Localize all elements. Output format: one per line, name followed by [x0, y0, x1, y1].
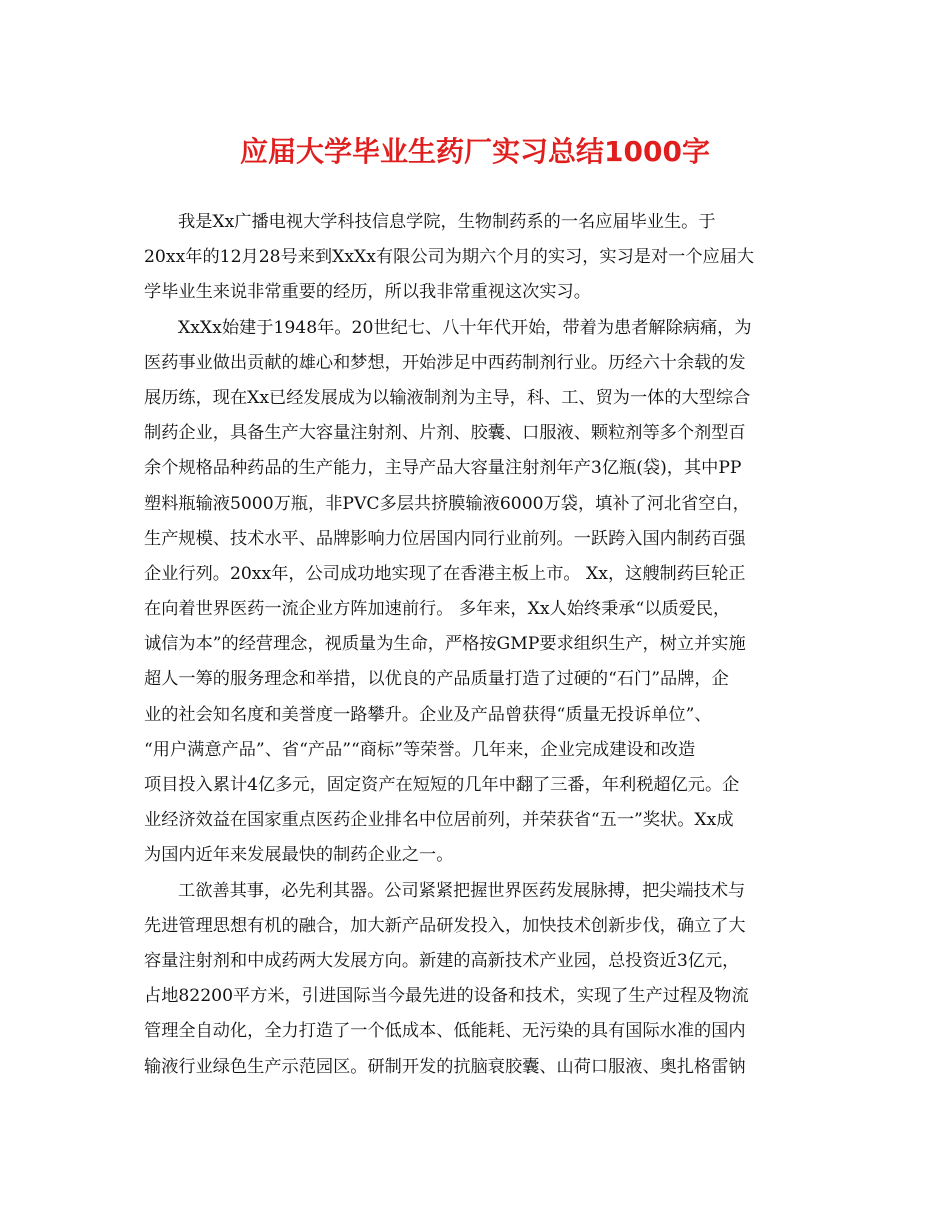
paragraph-2-line-8: 企业行列。20xx年，公司成功地实现了在香港主板上市。 Xx，这艘制药巨轮正 [144, 563, 746, 584]
paragraph-2-line-5: 余个规格品种药品的生产能力，主导产品大容量注射剂年产3亿瓶(袋)，其中PP [144, 458, 742, 479]
paragraph-3-line-5: 管理全自动化，全力打造了一个低成本、低能耗、无污染的具有国际水准的国内 [144, 1021, 746, 1042]
paragraph-2-line-15: 业经济效益在国家重点医药企业排名中位居前列，并荣获省“五一”奖状。Xx成 [144, 810, 734, 831]
paragraph-2-line-12: 业的社会知名度和美誉度一路攀升。企业及产品曾获得“质量无投诉单位”、 [144, 704, 712, 725]
paragraph-3-line-4: 占地82200平方米，引进国际当今最先进的设备和技术，实现了生产过程及物流 [144, 986, 749, 1007]
paragraph-3-line-1: 工欲善其事，必先利其器。公司紧紧把握世界医药发展脉搏，把尖端技术与 [178, 880, 746, 901]
paragraph-2-line-1: XxXx始建于1948年。20世纪七、八十年代开始，带着为患者解除病痛，为 [178, 317, 752, 338]
paragraph-2-line-14: 项目投入累计4亿多元，固定资产在短短的几年中翻了三番，年利税超亿元。企 [144, 775, 740, 795]
paragraph-2-line-10: 诚信为本”的经营理念，视质量为生命，严格按GMP要求组织生产，树立并实施 [144, 634, 746, 655]
paragraph-2-line-6: 塑料瓶输液5000万瓶，非PVC多层共挤膜输液6000万袋，填补了河北省空白， [144, 493, 750, 514]
paragraph-2-line-16: 为国内近年来发展最快的制药企业之一。 [144, 845, 454, 866]
paragraph-1-line-1: 我是Xx广播电视大学科技信息学院，生物制药系的一名应届毕业生。于 [178, 212, 716, 232]
paragraph-3-line-6: 输液行业绿色生产示范园区。研制开发的抗脑衰胶囊、山荷口服液、奥扎格雷钠 [144, 1056, 746, 1077]
paragraph-2-line-4: 制药企业，具备生产大容量注射剂、片剂、胶囊、口服液、颗粒剂等多个剂型百 [144, 423, 746, 444]
paragraph-2-line-7: 生产规模、技术水平、品牌影响力位居国内同行业前列。一跃跨入国内制药百强 [144, 528, 746, 549]
document-body [144, 205, 806, 1085]
document-title: 应届大学毕业生药厂实习总结1000字 [240, 135, 710, 168]
paragraph-2-line-9: 在向着世界医药一流企业方阵加速前行。 多年来，Xx人始终秉承“以质爱民， [144, 599, 731, 620]
paragraph-2-line-11: 超人一筹的服务理念和举措，以优良的产品质量打造了过硬的“石门”品牌，企 [144, 669, 729, 690]
paragraph-1-line-2: 20xx年的12月28号来到XxXx有限公司为期六个月的实习，实习是对一个应届大 [144, 247, 755, 268]
paragraph-2-line-2: 医药事业做出贡献的雄心和梦想，开始涉足中西药制剂行业。历经六十余载的发 [144, 352, 746, 373]
paragraph-2-line-3: 展历练，现在Xx已经发展成为以输液制剂为主导，科、工、贸为一体的大型综合 [144, 387, 751, 408]
paragraph-1-line-3: 学毕业生来说非常重要的经历，所以我非常重视这次实习。 [144, 282, 591, 303]
paragraph-3-line-3: 容量注射剂和中成药两大发展方向。新建的高新技术产业园，总投资近3亿元， [144, 950, 740, 971]
paragraph-2-line-13: “用户满意产品”、省“产品”“商标”等荣誉。几年来，企业完成建设和改造 [144, 739, 696, 760]
paragraph-3-line-2: 先进管理思想有机的融合，加大新产品研发投入，加快技术创新步伐，确立了大 [144, 915, 746, 936]
